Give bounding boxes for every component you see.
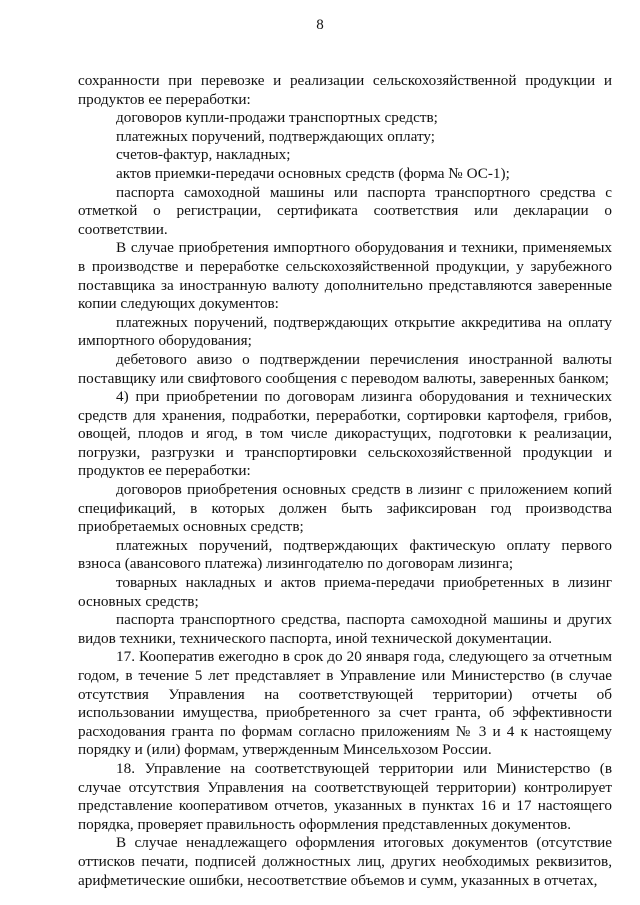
list-item-payment-orders: платежных поручений, подтверждающих оплату; xyxy=(116,127,435,145)
document-body xyxy=(78,72,612,890)
page-number: 8 xyxy=(316,17,324,33)
paragraph-item-4-leasing: 4) при приобретении по договорам лизинга оборудования и технических средств для хранения, подработки, переработки, сортировки картофеля, грибов, овощей, плодов и ягод, в том числе дикорастущих, подготовки к реализации, погрузки, разгрузки и транспортировки сельскохозяйственной продукции и продуктов ее переработки: xyxy=(78,388,612,480)
list-item-vehicle-passport: паспорта самоходной машины или паспорта транспортного средства с отметкой о регистрации, сертификата соответствия или декларации о соответствии. xyxy=(78,183,612,238)
list-item-acceptance-acts: актов приемки-передачи основных средств (форма № ОС-1); xyxy=(116,164,510,182)
paragraph-improper-documents: В случае ненадлежащего оформления итоговых документов (отсутствие оттисков печати, подписей должностных лиц, других необходимых реквизитов, арифметические ошибки, несоответствие объемов и сумм, указанных в отчетах, xyxy=(78,834,612,889)
list-item-technical-docs: паспорта транспортного средства, паспорта самоходной машины и других видов техники, технического паспорта, иной технической документации. xyxy=(78,611,612,647)
list-item-waybills: товарных накладных и актов приема-передачи приобретенных в лизинг основных средств; xyxy=(78,574,612,610)
list-item-leasing-contracts: договоров приобретения основных средств в лизинг с приложением копий спецификаций, в которых должен быть зафиксирован год производства приобретаемых основных средств; xyxy=(78,481,612,536)
list-item-invoices: счетов-фактур, накладных; xyxy=(116,146,291,164)
paragraph-import-equipment: В случае приобретения импортного оборудования и техники, применяемых в производстве и переработке сельскохозяйственной продукции, у зарубежного поставщика за иностранную валюту дополнительно представляются заверенные копии следующих документов: xyxy=(78,239,612,313)
list-item-letter-of-credit: платежных поручений, подтверждающих открытие аккредитива на оплату импортного оборудования; xyxy=(78,313,612,350)
list-item-sale-contracts: договоров купли-продажи транспортных средств; xyxy=(116,109,438,127)
paragraph-item-18: 18. Управление на соответствующей территории или Министерство (в случае отсутствия Управления на соответствующей территории) контролирует представление кооперативом отчетов, указанных в пунктах 16 и 17 настоящего порядка, проверяет правильность оформления представленных документов. xyxy=(78,759,612,833)
paragraph-continuation: сохранности при перевозке и реализации сельскохозяйственной продукции и продуктов ее переработки: xyxy=(78,72,612,108)
paragraph-item-17: 17. Кооператив ежегодно в срок до 20 января года, следующего за отчетным годом, в течение 5 лет представляет в Управление или Министерство (в случае отсутствия Управления на соответствующей территории) отчеты об использовании имущества, приобретенного за счет гранта, об эффективности расходования гранта по формам согласно приложениям № 3 и 4 к настоящему порядку и (или) формам, утвержденным Минсельхозом России. xyxy=(78,648,612,759)
list-item-first-installment: платежных поручений, подтверждающих фактическую оплату первого взноса (авансового платежа) лизингодателю по договорам лизинга; xyxy=(78,536,612,573)
list-item-debit-advice: дебетового авизо о подтверждении перечисления иностранной валюты поставщику или свифтового сообщения с переводом валюты, заверенных банком; xyxy=(78,350,612,387)
